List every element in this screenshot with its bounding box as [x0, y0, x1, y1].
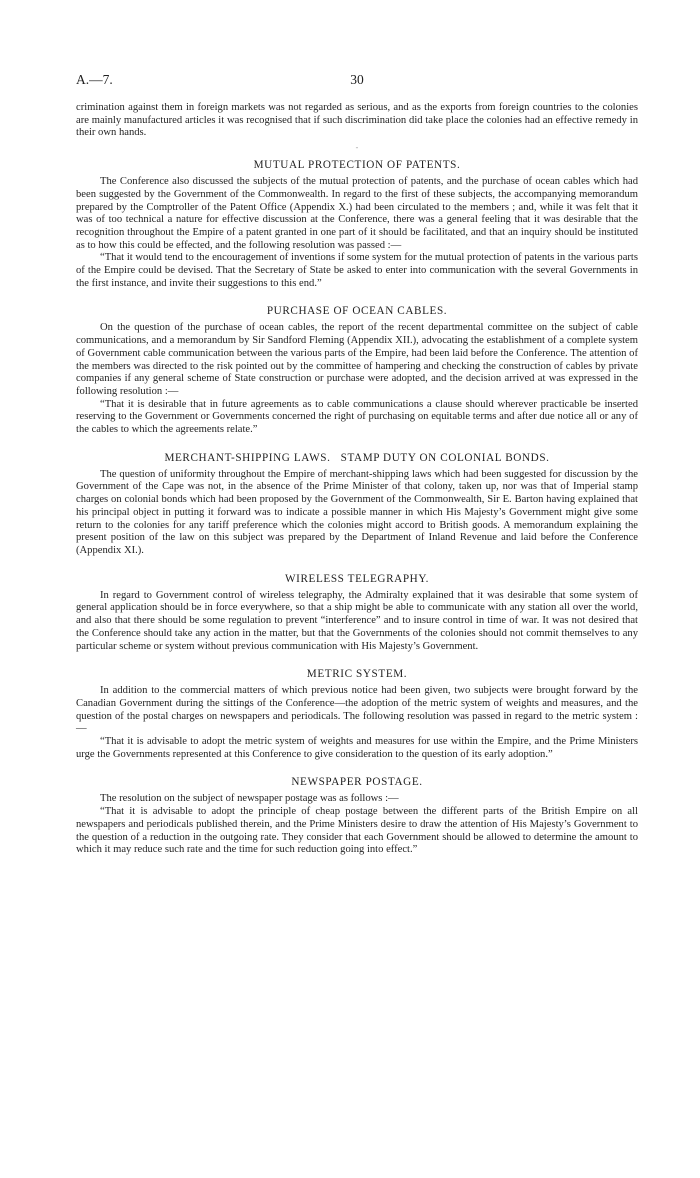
section-wireless-telegraphy	[76, 572, 638, 654]
section-ocean-cables	[76, 304, 638, 436]
section-heading: NEWSPAPER POSTAGE.	[291, 776, 423, 789]
section-heading: MUTUAL PROTECTION OF PATENTS.	[253, 159, 461, 172]
document-reference: A.—7.	[76, 72, 113, 87]
section-newspaper-postage	[76, 775, 638, 857]
section-metric-system	[76, 667, 638, 761]
section-paragraph: On the question of the purchase of ocean cables, the report of the recent departmental committee on the subject of cable communications, and a memorandum by Sir Sandford Fleming (Appendix XII.), advocating the establishment of a complete system of Government cable communication between the various parts of the Empire, had been laid before the Conference. The attention of the members was directed to the risk pointed out by the committee of hampering and checking the construction of cables by private companies if any general scheme of State construction or purchase were adopted, and the decision arrived at was expressed in the following resolution :—	[76, 322, 638, 397]
resolution-paragraph: “That it is advisable to adopt the metric system of weights and measures for use within the Empire, and the Prime Ministers urge the Governments represented at this Conference to give consideration to the question of its early adoption.”	[76, 736, 638, 760]
page-header	[76, 72, 638, 92]
resolution-paragraph: “That it would tend to the encouragement of inventions if some system for the mutual protection of patents in the various parts of the Empire could be devised. That the Secretary of State be asked to enter into communication with the several Governments in the first instance, and invite their suggestions to this end.”	[76, 252, 638, 289]
section-merchant-shipping	[76, 451, 638, 558]
section-heading: WIRELESS TELEGRAPHY.	[285, 572, 429, 585]
section-patents	[76, 158, 638, 290]
page-body	[76, 102, 638, 857]
resolution-paragraph: “That it is advisable to adopt the principle of cheap postage between the different parts of the British Empire on all newspapers and periodicals published therein, and the Prime Ministers desire to draw the attention of His Majesty’s Government to the question of a reduction in the outgoing rate. They consider that each Government should be allowed to determine the amount to which it may reduce such rate and the time for such reduction going into effect.”	[76, 806, 638, 856]
section-heading: METRIC SYSTEM.	[306, 668, 408, 681]
section-paragraph: The resolution on the subject of newspaper postage was as follows :—	[100, 793, 399, 805]
section-paragraph: In addition to the commercial matters of which previous notice had been given, two subjects were brought forward by the Canadian Government during the sittings of the Conference—the adoption of the metric system of weights and measures, and the question of the postal charges on newspapers and periodicals. The following resolution was passed in regard to the metric system :—	[76, 685, 638, 735]
page-number: 30	[350, 72, 364, 87]
section-paragraph: The question of uniformity throughout the Empire of merchant-shipping laws which had been suggested for discussion by the Government of the Cape was not, in the absence of the Prime Minister of that colony, taken up, nor was that of Imperial stamp charges on colonial bonds which had been proposed by the Government of the Commonwealth, Sir E. Barton having explained that his principal object in putting it forward was to indicate a possible manner in which His Majesty’s Government might give some return to the colonies for any tariff preference which the colonies might accord to British goods. A memorandum explaining the present position of the law on this subject was prepared by the Department of Inland Revenue and laid before the Conference (Appendix XI.).	[76, 468, 638, 556]
section-heading: MERCHANT-SHIPPING LAWS. STAMP DUTY ON COLONIAL BONDS.	[164, 451, 550, 464]
section-heading: PURCHASE OF OCEAN CABLES.	[266, 305, 448, 318]
continuation-paragraph: crimination against them in foreign markets was not regarded as serious, and as the exports from foreign countries to the colonies are mainly manufactured articles it was recognised that if such discrimination did take place the colonies had an effective remedy in their own hands.	[76, 102, 638, 139]
resolution-paragraph: “That it is desirable that in future agreements as to cable communications a clause should wherever practicable be inserted reserving to the Government or Governments concerned the right of purchasing on equitable terms and after due notice all or any of the cables to which the agreements relate.”	[76, 398, 638, 436]
section-paragraph: In regard to Government control of wireless telegraphy, the Admiralty explained that it was desirable that some system of general application should be in force everywhere, so that a ship might be able to communicate with any station all over the world, and also that there should be some regulation to prevent “interference” and to insure control in time of war. It was not desired that the Conference should take any action in the matter, but that the Governments of the colonies should not commit themselves to any particular scheme or system without previous communication with His Majesty’s Government.	[76, 589, 638, 652]
section-paragraph: The Conference also discussed the subjects of the mutual protection of patents, and the purchase of ocean cables which had been suggested by the Government of the Commonwealth. In regard to the first of these subjects, the accompanying memorandum prepared by the Comptroller of the Patent Office (Appendix X.) had been circulated to the members ; and, while it was felt that it was of too technical a nature for effective discussion at the Conference, there was a general feeling that it was desirable that the recognition throughout the Empire of a patent granted in one part of it should be facilitated, and that an inquiry should be instituted as to how this could be effected, and the following resolution was passed :—	[76, 176, 638, 251]
divider-mark: -	[355, 143, 359, 153]
